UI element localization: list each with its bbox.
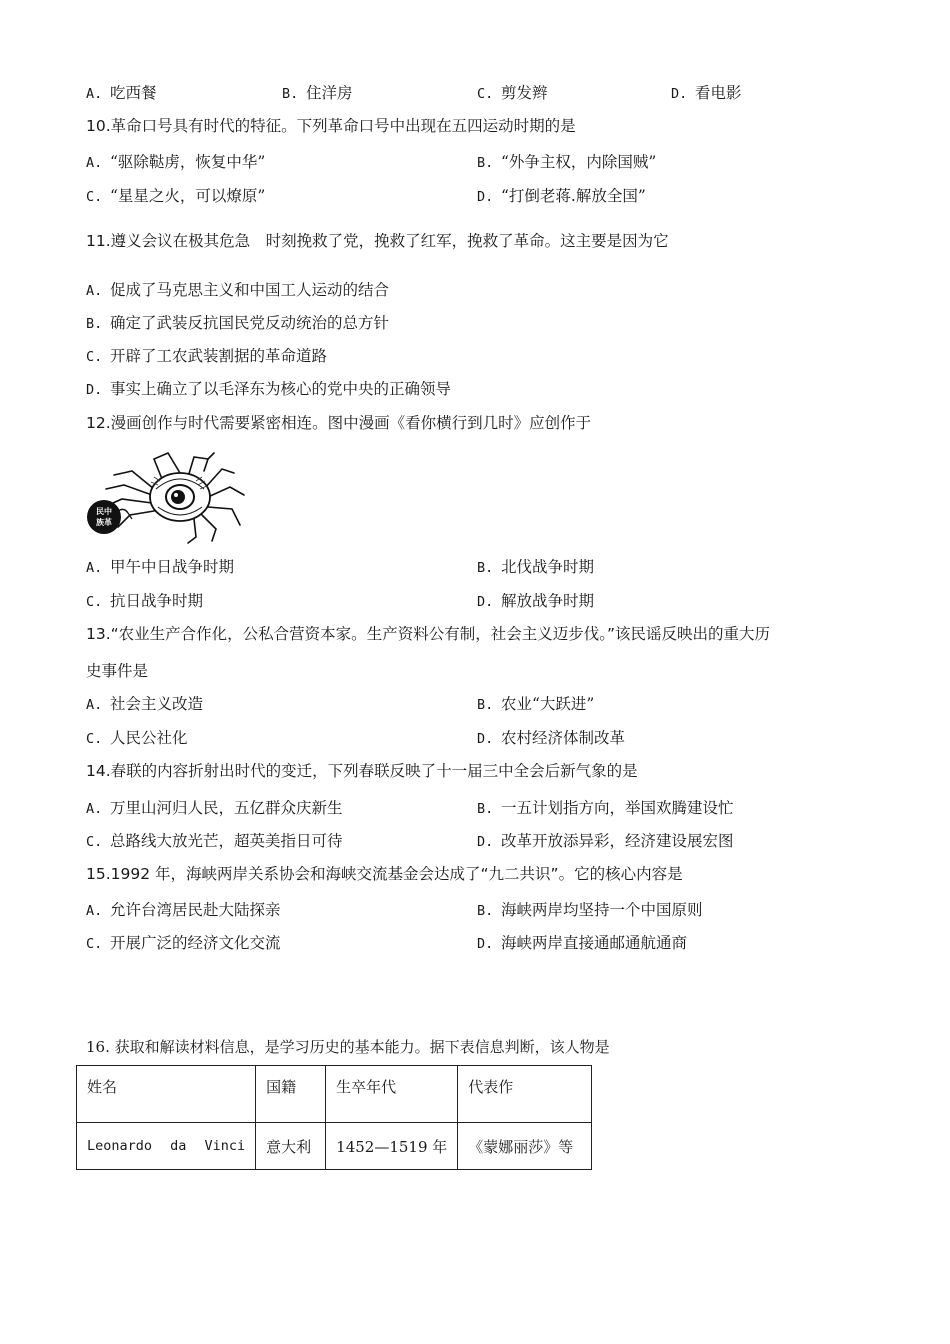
option-letter: C. xyxy=(86,731,103,747)
table-header-cell: 国籍 xyxy=(256,1066,326,1123)
option-letter: D. xyxy=(671,86,688,102)
option-letter: A. xyxy=(86,155,103,171)
table-header-cell: 代表作 xyxy=(458,1066,592,1123)
option-text: 看电影 xyxy=(695,84,742,102)
q15-option-a xyxy=(86,898,281,920)
q14-option-d xyxy=(477,829,734,851)
cartoon-bomb-label: 民中 xyxy=(96,507,112,516)
q13-option-b xyxy=(477,692,594,714)
option-text: “星星之火，可以燎原” xyxy=(110,187,266,205)
option-text: 一五计划指方向，举国欢腾建设忙 xyxy=(501,799,734,817)
q15-option-d xyxy=(477,931,687,953)
question-12-stem xyxy=(86,411,591,433)
option-text: 农村经济体制改革 xyxy=(501,729,626,747)
option-text: 改革开放添异彩，经济建设展宏图 xyxy=(501,832,734,850)
option-text: 万里山河归人民，五亿群众庆新生 xyxy=(110,799,343,817)
question-number: 12. xyxy=(86,414,111,432)
question-text: 春联的内容折射出时代的变迁，下列春联反映了十一届三中全会后新气象的是 xyxy=(110,762,638,780)
q15-option-b xyxy=(477,898,703,920)
question-number: 11. xyxy=(86,232,111,250)
question-14-stem xyxy=(86,759,638,781)
question-11-stem xyxy=(86,229,669,251)
question-13-stem-cont xyxy=(86,659,148,681)
option-letter: A. xyxy=(86,283,103,299)
q15-option-c xyxy=(86,931,281,953)
option-letter: D. xyxy=(477,594,494,610)
q10-option-d xyxy=(477,184,646,206)
option-text: 甲午中日战争时期 xyxy=(110,558,235,576)
option-letter: B. xyxy=(477,155,494,171)
option-text: “打倒老蒋.解放全国” xyxy=(501,187,646,205)
option-letter: C. xyxy=(86,349,103,365)
option-letter: B. xyxy=(477,560,494,576)
option-letter: C. xyxy=(86,594,103,610)
question-text: 16. 获取和解读材料信息，是学习历史的基本能力。据下表信息判断，该人物是 xyxy=(86,1038,610,1056)
option-text: 允许台湾居民赴大陆探亲 xyxy=(110,901,281,919)
option-letter: A. xyxy=(86,560,103,576)
option-letter: D. xyxy=(86,382,103,398)
q12-option-a xyxy=(86,555,234,577)
option-letter: C. xyxy=(86,189,103,205)
table-cell-years: 1452—1519 年 xyxy=(326,1123,458,1170)
q10-option-b xyxy=(477,150,656,172)
option-text: 海峡两岸直接通邮通航通商 xyxy=(501,934,688,952)
person-info-table xyxy=(76,1065,592,1170)
question-10-stem xyxy=(86,114,576,136)
option-text: 农业“大跃进” xyxy=(501,695,595,713)
option-text: 住洋房 xyxy=(306,84,353,102)
option-letter: D. xyxy=(477,834,494,850)
option-letter: B. xyxy=(477,697,494,713)
q13-option-d xyxy=(477,726,625,748)
option-letter: A. xyxy=(86,86,103,102)
option-letter: A. xyxy=(86,801,103,817)
option-text: 开辟了工农武装割据的革命道路 xyxy=(110,347,328,365)
q9-option-c xyxy=(477,81,548,103)
option-text: 人民公社化 xyxy=(110,729,188,747)
q12-option-b xyxy=(477,555,594,577)
option-letter: B. xyxy=(477,801,494,817)
question-number: 15. xyxy=(86,865,111,883)
option-letter: A. xyxy=(86,697,103,713)
option-text: 确定了武装反抗国民党反动统治的总方针 xyxy=(110,314,390,332)
question-text: 1992 年，海峡两岸关系协会和海峡交流基金会达成了“九二共识”。它的核心内容是 xyxy=(110,865,683,883)
q12-option-c xyxy=(86,589,203,611)
question-number: 14. xyxy=(86,762,111,780)
q11-option-d xyxy=(86,377,451,399)
option-letter: C. xyxy=(477,86,494,102)
option-letter: D. xyxy=(477,731,494,747)
question-text: “农业生产合作化，公私合营资本家。生产资料公有制，社会主义迈步伐。”该民谣反映出的重大历 xyxy=(110,625,770,643)
option-text: 总路线大放光芒，超英美指日可待 xyxy=(110,832,343,850)
q10-option-c xyxy=(86,184,265,206)
table-cell-nationality: 意大利 xyxy=(256,1123,326,1170)
option-letter: B. xyxy=(477,903,494,919)
option-text: 开展广泛的经济文化交流 xyxy=(110,934,281,952)
q9-option-b xyxy=(282,81,353,103)
option-text: 促成了马克思主义和中国工人运动的结合 xyxy=(110,281,390,299)
option-letter: B. xyxy=(86,316,103,332)
option-text: 社会主义改造 xyxy=(110,695,204,713)
option-letter: C. xyxy=(86,834,103,850)
option-letter: D. xyxy=(477,189,494,205)
option-text: 吃西餐 xyxy=(110,84,157,102)
question-number: 13. xyxy=(86,625,111,643)
question-text: 革命口号具有时代的特征。下列革命口号中出现在五四运动时期的是 xyxy=(110,117,576,135)
question-text: 漫画创作与时代需要紧密相连。图中漫画《看你横行到几时》应创作于 xyxy=(110,414,592,432)
question-13-stem xyxy=(86,622,770,644)
q14-option-c xyxy=(86,829,343,851)
option-letter: D. xyxy=(477,936,494,952)
question-text: 史事件是 xyxy=(86,662,149,680)
table-header-row xyxy=(77,1066,592,1123)
q14-option-b xyxy=(477,796,734,818)
q9-option-d xyxy=(671,81,742,103)
q9-option-a xyxy=(86,81,157,103)
option-text: “外争主权，内除国贼” xyxy=(501,153,657,171)
q13-option-c xyxy=(86,726,188,748)
question-number: 10. xyxy=(86,117,111,135)
q11-option-a xyxy=(86,278,389,300)
table-cell-name: Leonardo da Vinci xyxy=(77,1123,256,1170)
q12-option-d xyxy=(477,589,594,611)
question-16-stem xyxy=(86,1036,610,1057)
option-text: 事实上确立了以毛泽东为核心的党中央的正确领导 xyxy=(110,380,452,398)
option-letter: C. xyxy=(86,936,103,952)
q11-option-b xyxy=(86,311,389,333)
table-cell-works: 《蒙娜丽莎》等 xyxy=(458,1123,592,1170)
option-text: 抗日战争时期 xyxy=(110,592,204,610)
cartoon-bomb-label-2: 族革 xyxy=(96,518,112,527)
option-text: 解放战争时期 xyxy=(501,592,595,610)
question-text: 遵义会议在极其危急 时刻挽救了党，挽救了红军，挽救了革命。这主要是因为它 xyxy=(110,232,669,250)
option-text: 北伐战争时期 xyxy=(501,558,595,576)
question-15-stem xyxy=(86,862,683,884)
option-text: 剪发辫 xyxy=(501,84,548,102)
table-header-cell: 生卒年代 xyxy=(326,1066,458,1123)
q10-option-a xyxy=(86,150,265,172)
table-header-cell: 姓名 xyxy=(77,1066,256,1123)
option-text: 海峡两岸均坚持一个中国原则 xyxy=(501,901,703,919)
option-letter: A. xyxy=(86,903,103,919)
q14-option-a xyxy=(86,796,343,818)
q11-option-c xyxy=(86,344,327,366)
option-text: “驱除鞑虏，恢复中华” xyxy=(110,153,266,171)
q13-option-a xyxy=(86,692,203,714)
option-letter: B. xyxy=(282,86,299,102)
table-row xyxy=(77,1123,592,1170)
crab-cartoon-image xyxy=(84,449,250,545)
